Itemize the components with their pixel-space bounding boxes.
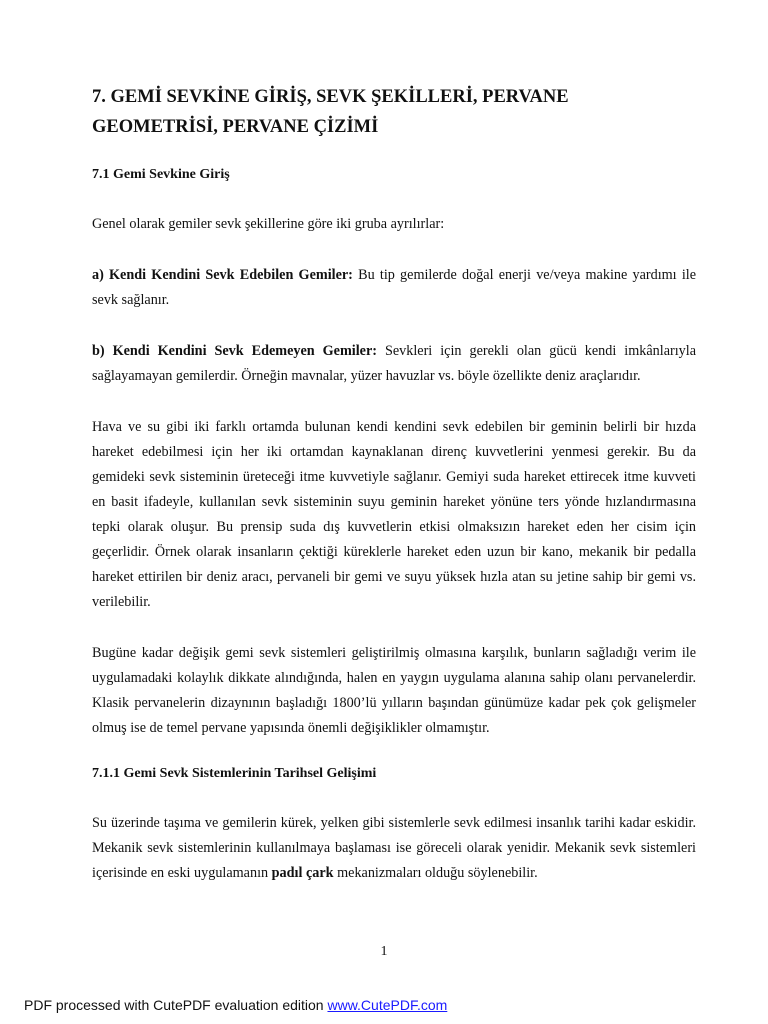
item-b-label: b) Kendi Kendini Sevk Edemeyen Gemiler: xyxy=(92,343,377,359)
paragraph-3-text-start: Su üzerinde taşıma ve gemilerin kürek, yelken gibi sistemlerle sevk edilmesi insanlık tarihi kadar eskidir. Mekanik sevk sistemlerinin kullanılmaya başlaması ise göreceli olarak yenidir. Mekanik sevk sistemleri içerisinde en eski uygulamanın xyxy=(92,815,696,881)
item-b-text: Sevkleri için gerekli olan gücü kendi imkânlarıyla sağlayamayan gemilerdir. Örneğin mavnalar, yüzer havuzlar vs. böyle özellikte deniz araçlarıdır. xyxy=(92,343,696,384)
item-a-text: Bu tip gemilerde doğal enerji ve/veya makine yardımı ile sevk sağlanır. xyxy=(92,267,696,308)
section-heading-7-1-1: 7.1.1 Gemi Sevk Sistemlerinin Tarihsel Gelişimi xyxy=(92,766,377,781)
document-page xyxy=(92,82,696,912)
item-a-label: a) Kendi Kendini Sevk Edebilen Gemiler: xyxy=(92,267,353,283)
footer-link[interactable]: www.CutePDF.com xyxy=(327,997,448,1013)
page-number: 1 xyxy=(380,944,388,959)
paragraph-3-text-end: mekanizmaları olduğu söylenebilir. xyxy=(333,865,538,881)
body-paragraph-3 xyxy=(92,811,696,886)
section-heading-7-1: 7.1 Gemi Sevkine Giriş xyxy=(92,167,230,182)
body-paragraph-1: Hava ve su gibi iki farklı ortamda bulunan kendi kendini sevk edebilen bir geminin belirli bir hızda hareket edebilmesi için her iki ortamdan kaynaklanan direnç kuvvetlerini yenmesi gerekir. Bu da gemideki sevk sisteminin üreteceği itme kuvvetiyle sağlanır. Gemiyi suda hareket ettirecek itme kuvveti en basit ifadeyle, kullanılan sevk sisteminin suyu geminin hareket yönüne ters yönde hızlandırmasına tepki olarak oluşur. Bu prensip suda dış kuvvetlerin etkisi olmaksızın hareket eden her cisim için geçerlidir. Örnek olarak insanların çektiği küreklerle hareket eden uzun bir kano, mekanik bir pedalla hareket ettirilen bir deniz aracı, pervaneli bir gemi ve suyu yüksek hızla atan su jetine sahip bir gemi vs. verilebilir. xyxy=(92,419,696,610)
bold-term: padıl çark xyxy=(271,865,334,881)
footer-text: PDF processed with CutePDF evaluation edition xyxy=(24,997,328,1013)
body-paragraph-2: Bugüne kadar değişik gemi sevk sistemleri geliştirilmiş olmasına karşılık, bunların sağladığı verim ile uygulamadaki kolaylık dikkate alındığında, halen en yaygın uygulama alanına sahip olanı pervanelerdir. Klasik pervanelerin dizaynının başladığı 1800’lü yılların başından günümüze kadar pek çok gelişmeler olmuş ise de temel pervane yapısında önemli değişiklikler olmamıştır. xyxy=(92,645,696,736)
item-b-paragraph xyxy=(92,339,696,389)
pdf-footer-watermark xyxy=(24,997,447,1013)
item-a-paragraph xyxy=(92,263,696,313)
intro-paragraph: Genel olarak gemiler sevk şekillerine göre iki gruba ayrılırlar: xyxy=(92,216,445,232)
chapter-title: 7. GEMİ SEVKİNE GİRİŞ, SEVK ŞEKİLLERİ, PERVANE GEOMETRİSİ, PERVANE ÇİZİMİ xyxy=(92,87,569,137)
